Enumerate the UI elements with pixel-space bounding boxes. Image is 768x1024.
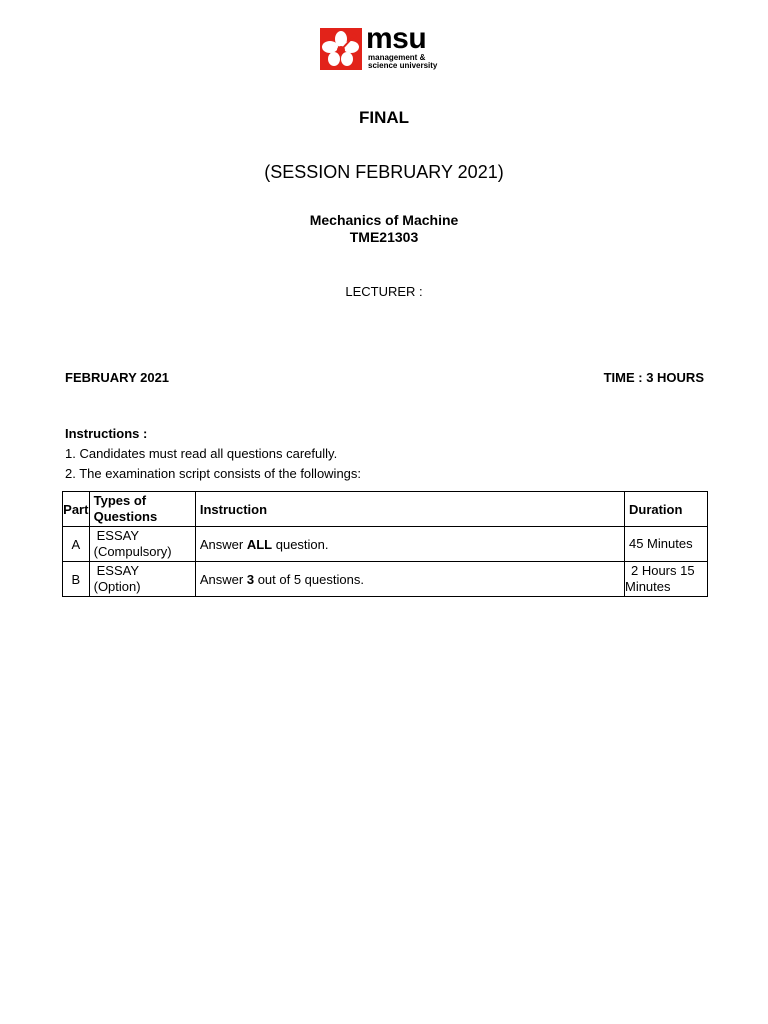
cell-type-line2: (Option): [93, 579, 141, 594]
course-name: Mechanics of Machine: [309, 212, 459, 228]
header-part: Part: [63, 492, 90, 527]
header-types-line1: Types of: [93, 493, 147, 508]
table-row: [63, 562, 708, 597]
table-header-row: [63, 492, 708, 527]
header-duration: Duration: [624, 492, 707, 527]
instr-bold: 3: [246, 571, 255, 587]
exam-duration: TIME : 3 HOURS: [603, 370, 704, 385]
cell-type: [89, 562, 195, 597]
cell-duration-line1: 45 Minutes: [628, 536, 693, 551]
cell-duration-line1: 2 Hours 15: [630, 563, 695, 578]
exam-title: FINAL: [358, 108, 410, 127]
instr-text: out of 5 questions.: [254, 571, 364, 587]
cell-part: B: [63, 562, 90, 597]
cell-duration: [624, 527, 707, 562]
cell-instruction: [195, 562, 624, 597]
logo-subtitle: [368, 54, 437, 70]
instruction-item: 1. Candidates must read all questions carefully.: [65, 446, 338, 461]
instr-text: question.: [272, 536, 329, 552]
header-instruction: Instruction: [195, 492, 624, 527]
cell-type-line1: ESSAY: [96, 528, 139, 543]
exam-session: (SESSION FEBRUARY 2021): [264, 162, 504, 182]
cell-duration-line2: Minutes: [624, 579, 671, 594]
instr-text: Answer: [199, 536, 247, 552]
logo-wordmark: msu: [366, 22, 427, 55]
logo-subtitle-line2: science university: [368, 61, 438, 70]
instruction-item: 2. The examination script consists of the followings:: [65, 466, 362, 481]
instr-bold: ALL: [246, 536, 273, 552]
cell-type-line2: (Compulsory): [93, 544, 172, 559]
exam-date: FEBRUARY 2021: [65, 370, 170, 385]
course-code: TME21303: [349, 229, 419, 245]
lecturer-label: LECTURER :: [345, 284, 423, 299]
instructions-heading: Instructions :: [65, 426, 148, 441]
exam-structure-table: [62, 491, 708, 597]
cell-type-line1: ESSAY: [96, 563, 139, 578]
cell-instruction: [195, 527, 624, 562]
table-row: [63, 527, 708, 562]
instr-text: Answer: [199, 571, 247, 587]
logo-subtitle-line1: management &: [368, 53, 426, 62]
header-types-line2: Questions: [93, 509, 158, 524]
hibiscus-flower-icon: [320, 28, 362, 70]
header-types: [89, 492, 195, 527]
cell-duration: [624, 562, 707, 597]
cell-part: A: [63, 527, 90, 562]
university-logo: [320, 22, 452, 72]
cell-type: [89, 527, 195, 562]
